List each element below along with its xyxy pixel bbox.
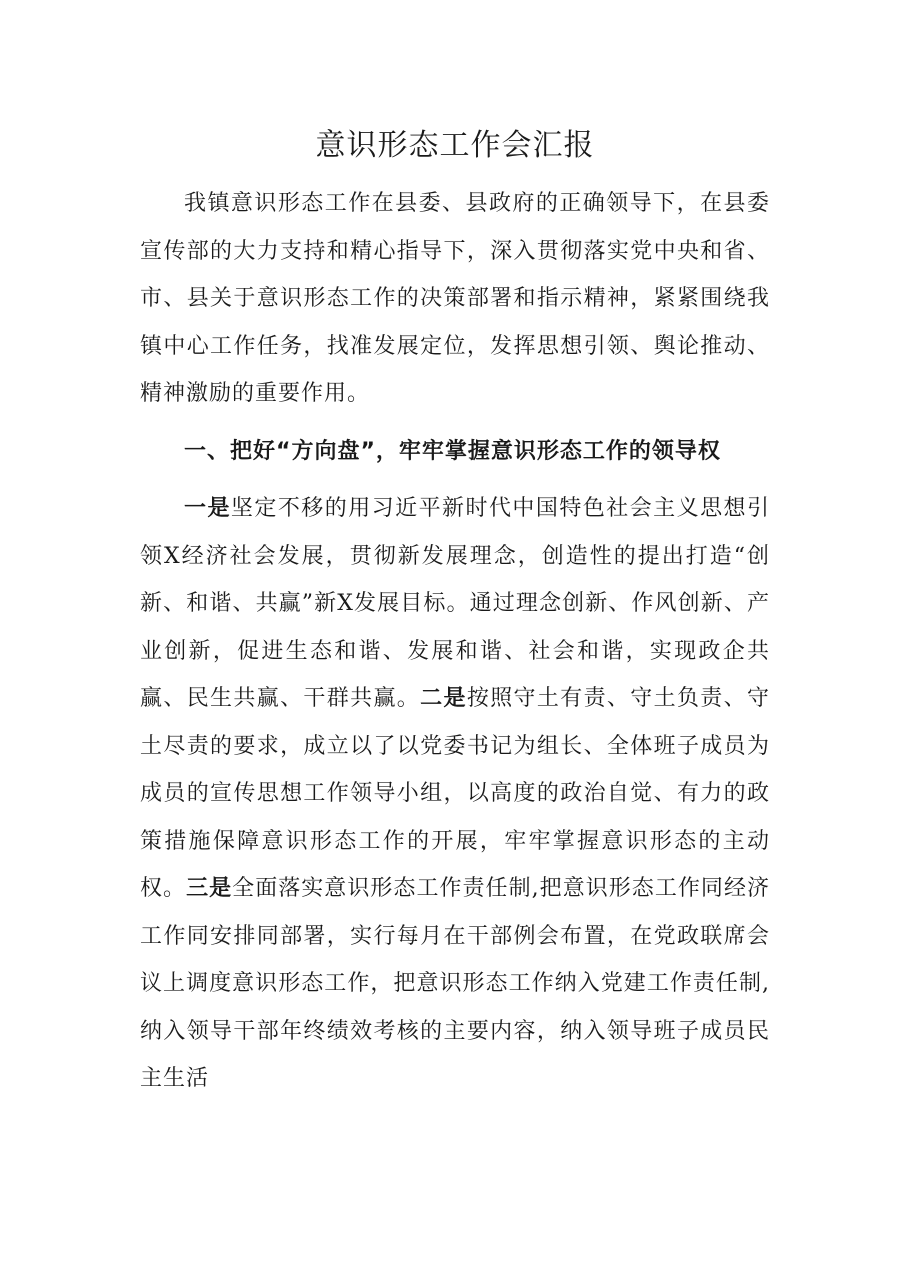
document-page <box>140 118 770 1103</box>
section-1-heading: 一、把好“方向盘”，牢牢掌握意识形态工作的领导权 <box>184 438 721 464</box>
point-2-text: 按照守土有责、守土负责、守土尽责的要求，成立以了以党委书记为组长、全体班子成员为成员的宣传思想工作领导小组，以高度的政治自觉、有力的政策措施保障意识形态工作的开展，牢牢掌握意识形态的主动权。 <box>140 686 770 901</box>
document-title: 意识形态工作会汇报 <box>315 128 595 163</box>
point-2-lead: 二是 <box>420 686 467 711</box>
intro-paragraph: 我镇意识形态工作在县委、县政府的正确领导下，在县委宣传部的大力支持和精心指导下，深入贯彻落实党中央和省、市、县关于意识形态工作的决策部署和指示精神，紧紧围绕我镇中心工作任务，找准发展定位，发挥思想引领、舆论推动、精神激励的重要作用。 <box>140 191 770 406</box>
section-1-body <box>140 485 770 1103</box>
point-1-lead: 一是 <box>184 496 231 521</box>
point-3-lead: 三是 <box>186 876 233 901</box>
point-1-text: 坚定不移的用习近平新时代中国特色社会主义思想引领X经济社会发展，贯彻新发展理念，创造性的提出打造“创新、和谐、共赢”新X发展目标。通过理念创新、作风创新、产业创新，促进生态和谐、发展和谐、社会和谐，实现政企共赢、民生共赢、干群共赢。 <box>140 496 770 711</box>
point-3-text: 全面落实意识形态工作责任制,把意识形态工作同经济工作同安排同部署，实行每月在干部例会布置，在党政联席会议上调度意识形态工作，把意识形态工作纳入党建工作责任制,纳入领导干部年终绩效考核的主要内容，纳入领导班子成员民主生活 <box>140 876 770 1091</box>
